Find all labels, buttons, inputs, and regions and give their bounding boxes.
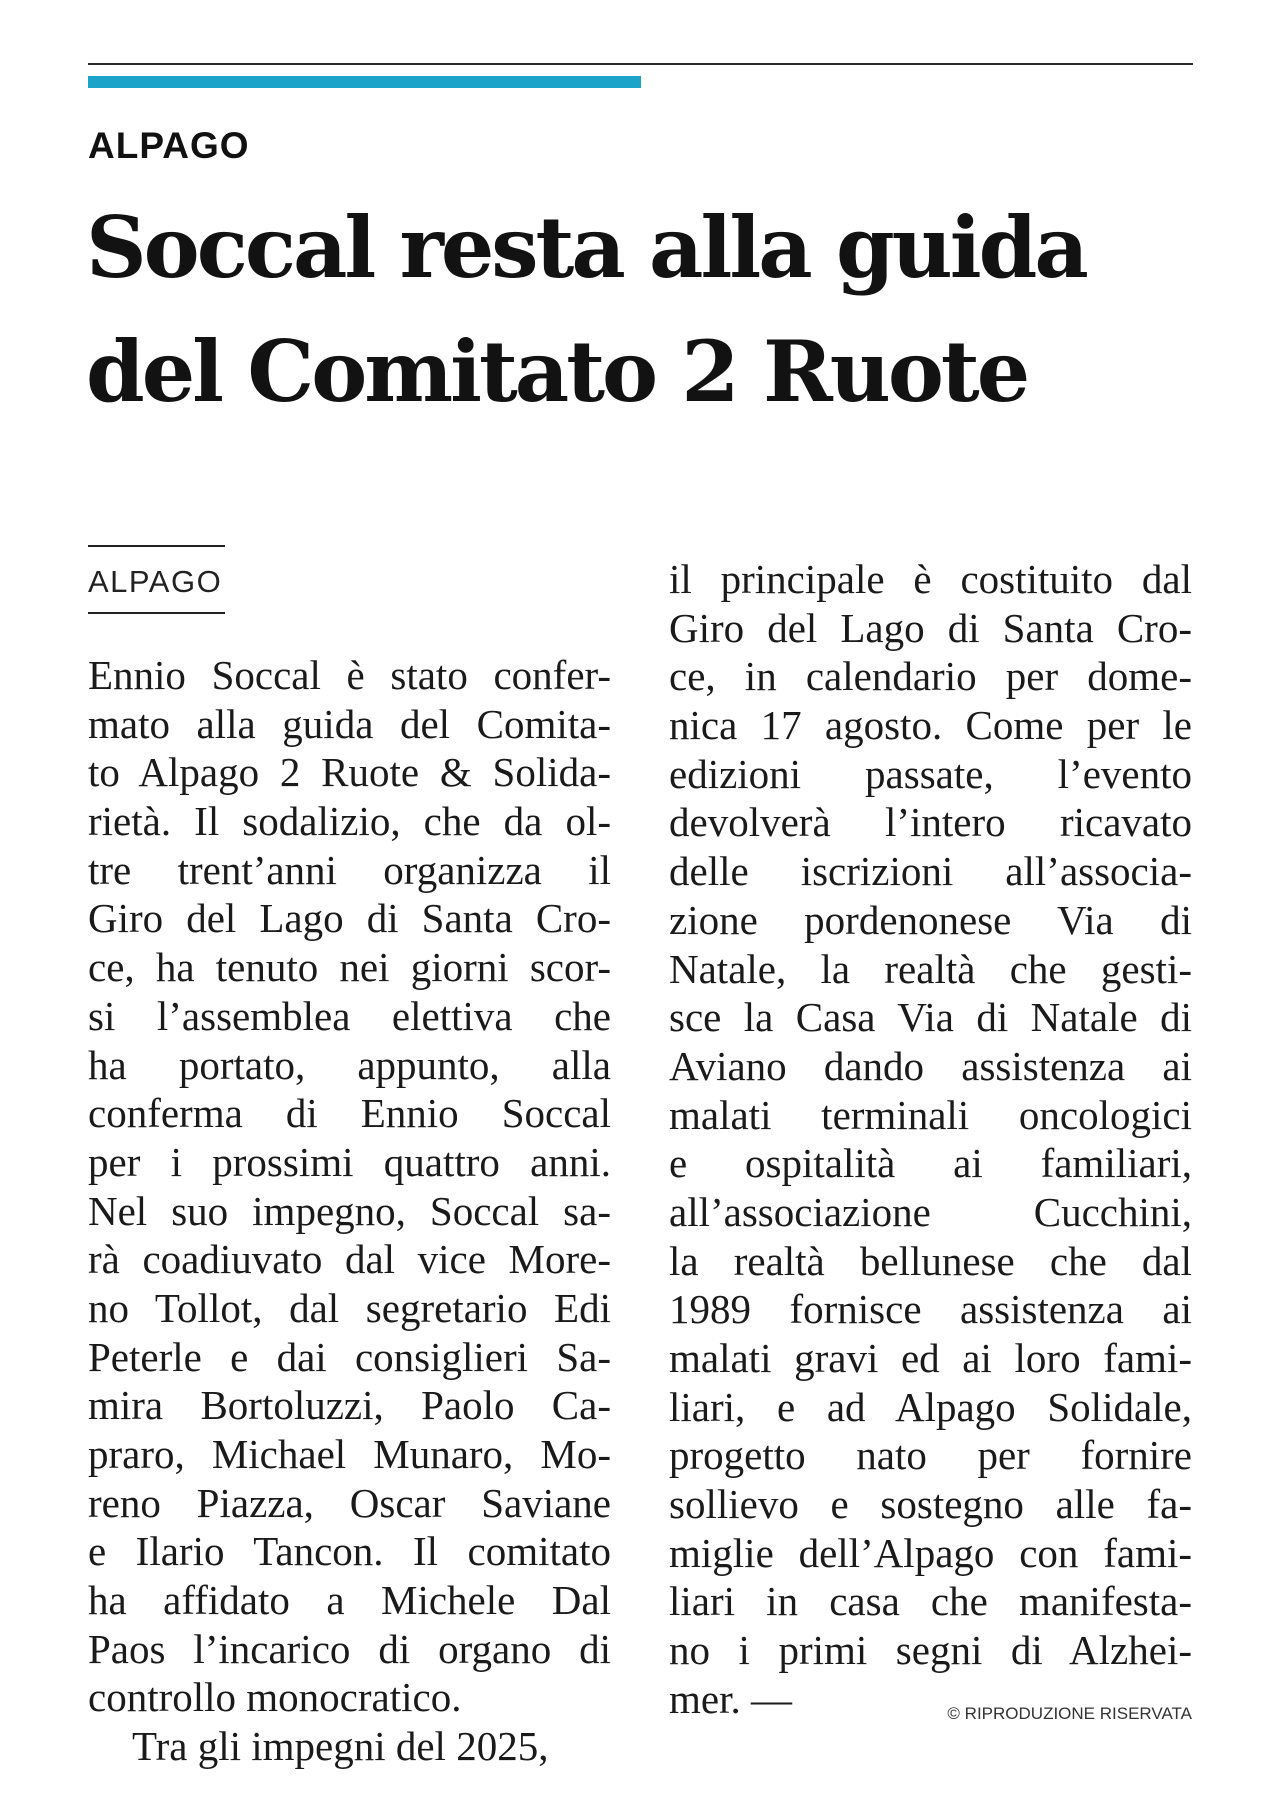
text-line: malati gravi ed ai loro fami- [669,1335,1192,1381]
text-line: mato alla guida del Comita- [88,700,611,747]
text-line: Tra gli impegni del 2025, [132,1723,549,1770]
text-line: all’associazione Cucchini, [669,1188,1192,1235]
text-line: no Tollot, dal segretario Edi [88,1284,611,1331]
text-line: liari, e ad Alpago Solidale, [669,1383,1192,1430]
text-line: miglie dell’Alpago con fami- [669,1529,1192,1576]
text-line: ce, in calendario per dome- [669,653,1192,700]
text-line: Peterle e dai consiglieri Sa- [88,1333,611,1380]
text-line: sollievo e sostegno alle fa- [669,1481,1192,1528]
dateline-top-rule [88,545,225,547]
text-line: per i prossimi quattro anni. [88,1138,611,1185]
text-line: tre trent’anni organizza il [88,846,611,893]
text-line: reno Piazza, Oscar Saviane [88,1479,611,1526]
text-line: mer. — [669,1675,792,1722]
text-line: conferma di Ennio Soccal [88,1090,611,1137]
text-line: no i primi segni di Alzhei- [669,1627,1192,1674]
text-line: mira Bortoluzzi, Paolo Ca- [88,1382,611,1429]
text-line: la realtà bellunese che dal [669,1237,1192,1284]
article-column-2 [669,555,1192,1724]
text-line: rietà. Il sodalizio, che da ol- [88,798,611,845]
text-line: Giro del Lago di Santa Cro- [88,895,611,942]
text-line: progetto nato per fornire [669,1432,1192,1479]
text-line: liari in casa che manifesta- [669,1578,1192,1625]
headline-line: Soccal resta alla guida [86,198,1086,297]
text-line: 1989 fornisce assistenza ai [669,1286,1192,1333]
text-line: edizioni passate, l’evento [669,750,1192,797]
copyright-notice: © RIPRODUZIONE RISERVATA [947,1704,1192,1723]
text-line: il principale è costituito dal [669,556,1192,602]
text-line: rà coadiuvato dal vice More- [88,1236,611,1283]
text-line: ha affidato a Michele Dal [88,1577,611,1624]
text-line: Giro del Lago di Santa Cro- [669,604,1192,651]
text-line: malati terminali oncologici [669,1091,1192,1138]
text-line: Paos l’incarico di organo di [88,1625,611,1672]
article-column-1 [88,651,611,1771]
text-line: delle iscrizioni all’associa- [669,848,1192,895]
text-line: nica 17 agosto. Come per le [669,702,1192,749]
text-line: ha portato, appunto, alla [88,1041,611,1088]
text-line: praro, Michael Munaro, Mo- [88,1431,611,1477]
text-line: Natale, la realtà che gesti- [669,945,1192,992]
text-line: e Ilario Tancon. Il comitato [88,1528,611,1575]
text-line: controllo monocratico. [88,1674,462,1721]
top-rule [88,63,1193,65]
text-line: si l’assemblea elettiva che [88,992,611,1039]
text-line: e ospitalità ai familiari, [669,1140,1192,1187]
text-line: ce, ha tenuto nei giorni scor- [88,944,611,991]
text-line: Nel suo impegno, Soccal sa- [88,1187,611,1234]
section-label: ALPAGO [88,125,250,166]
headline-line: del Comitato 2 Ruote [86,322,1028,421]
text-line: devolverà l’intero ricavato [669,799,1192,846]
text-line: zione pordenonese Via di [669,896,1192,943]
headline [86,186,1086,434]
dateline-bottom-rule [88,612,225,614]
text-line: Ennio Soccal è stato confer- [88,652,611,698]
dateline: ALPAGO [88,564,223,599]
text-line: Aviano dando assistenza ai [669,1042,1192,1089]
text-line: to Alpago 2 Ruote & Solida- [88,749,611,796]
text-line: sce la Casa Via di Natale di [669,994,1192,1041]
section-accent-bar [88,76,641,88]
